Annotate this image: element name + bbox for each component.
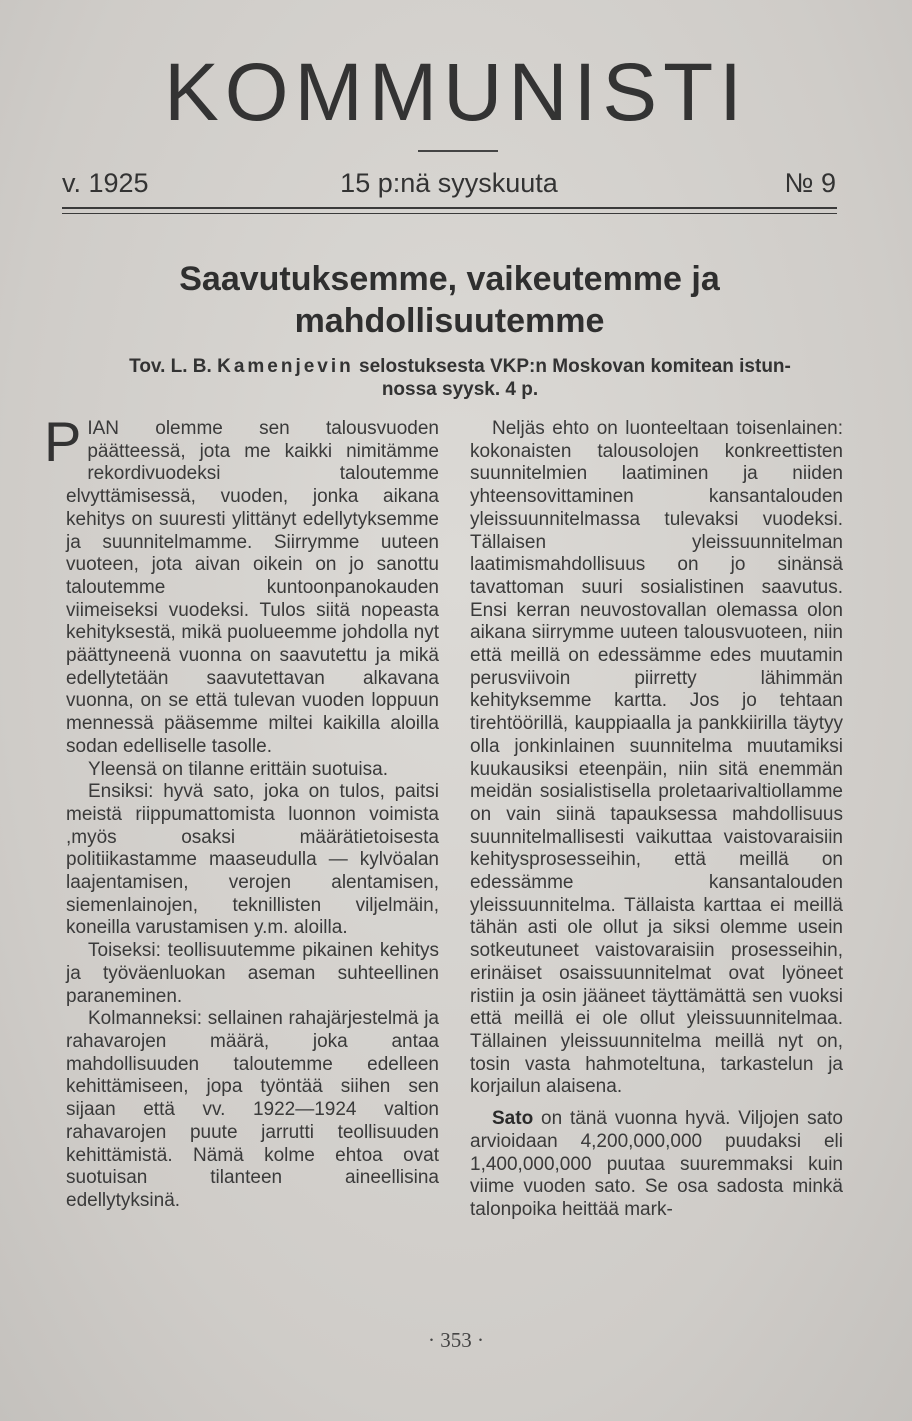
issue-date: 15 p:nä syyskuuta bbox=[340, 168, 558, 198]
paragraph: Ensiksi: hyvä sato, joka on tulos, paitsi meistä riippumattomista luonnon voimista ,myös osaksi määrätietoisesta politiikastamme maaseudulla — kylvöalan laajentamisen, verojen alentamisen, siemenlainojen, teknillisten viljelmäin, koneilla varustamisen y.m. aloilla. bbox=[66, 781, 439, 939]
page-number: · 353 · bbox=[428, 1328, 484, 1352]
byline-name: Kamenjevin bbox=[217, 356, 354, 377]
byline-prefix: Tov. L. B. bbox=[129, 356, 212, 377]
byline-rest: selostuksesta VKP:n Moskovan komitean istun- bbox=[359, 356, 791, 377]
header-rule-thin bbox=[62, 213, 837, 214]
paragraph: Toiseksi: teollisuutemme pikainen kehitys ja työväenluokan aseman suhteellinen paraneminen. bbox=[66, 940, 439, 1007]
bold-lead-word: Sato bbox=[492, 1108, 534, 1130]
headline-line-1: Saavutuksemme, vaikeutemme ja bbox=[179, 260, 720, 298]
byline-line-2: nossa syysk. 4 p. bbox=[381, 379, 539, 400]
paragraph-text: on tänä vuonna hyvä. Viljojen sato arvioidaan 4,200,000,000 puudaksi eli 1,400,000,000 puutaa suuremmaksi kuin viime vuoden sato. Se osa sadosta minkä talonpoika heittää mark- bbox=[470, 1108, 843, 1220]
paragraph: Kolmanneksi: sellainen rahajärjestelmä ja rahavarojen määrä, joka antaa mahdollisuuden taloutemme edelleen kehittämiseen, jopa työntää siihen sen sijaan että vv. 1922—1924 valtion rahavarojen puute jarrutti teollisuuden kehittämistä. Nämä kolme ehtoa ovat suotuisan tilanteen aineellisina edellytyksinä. bbox=[66, 1008, 439, 1211]
issue-number: № 9 bbox=[784, 168, 836, 198]
left-column bbox=[44, 410, 439, 1213]
paragraph: Yleensä on tilanne erittäin suotuisa. bbox=[88, 758, 388, 780]
right-column bbox=[470, 418, 843, 1222]
header-rule-thick bbox=[62, 207, 837, 209]
issue-info-row bbox=[62, 168, 836, 202]
drop-cap: P bbox=[44, 410, 82, 473]
headline-line-2: mahdollisuutemme bbox=[294, 302, 605, 340]
masthead-title: KOMMUNISTI bbox=[164, 47, 748, 138]
masthead-rule bbox=[418, 150, 498, 152]
issue-year: v. 1925 bbox=[62, 168, 149, 198]
paragraph bbox=[470, 1108, 843, 1222]
paragraph bbox=[44, 410, 439, 759]
paragraph-text: IAN olemme sen talousvuoden päätteessä, jota me kaikki nimitämme rekordivuodeksi taloutemme elvyttämisessä, vuoden, jonka aikana kehitys on suuresti ylittänyt edellytyksemme ja suunnitelmamme. Siirrymme uuteen vuoteen, jota aivan oikein on jo sanottu taloutemme kuntoonpanokauden viimeiseksi vuodeksi. Tulos siitä nopeasta kehityksestä, mikä puolueemme johdolla nyt päättyneenä vuonna on saavutettu ja mikä edellytetään saavutettavan alkavana vuonna, on se että tulevan vuoden loppuun mennessä pääsemme miltei kaikilla aloilla sodan edelliselle tasolle. bbox=[66, 418, 439, 757]
article-headline bbox=[62, 258, 837, 342]
article-byline bbox=[75, 355, 845, 401]
paragraph: Neljäs ehto on luonteeltaan toisenlainen: kokonaisten talousolojen konkreettisten suunnitelmien laatiminen ja niiden yhteensovittaminen kansantalouden yleissuunnitelmassa tulevaksi vuodeksi. Tällaisen yleissuunnitelman laatimismahdollisuus on jo sinänsä tavattoman suuri sosialistinen saavutus. Ensi kerran neuvostovallan olemassa olon aikana siirrymme uuteen talousvuoteen, niin että meillä on edessämme edes muutamin perusviivoin piirretty lähimmän kehityksemme kartta. Jos jo tehtaan tirehtöörillä, kauppiaalla ja pankkiirilla täytyy olla jonkinlainen suunnitelma muutamiksi kuukausiksi eteenpäin, niin sitä enemmän meidän sosialistisella proletaarivaltiollamme on vain siinä tapauksessa mahdollisuus suunnitelmallisesti vaikuttaa vaistovaraisiin kehitysprosesseihin, että meillä on edessämme kansantalouden yleissuunnitelma. Tällaista karttaa ei meillä tähän asti ole ollut ja siksi olemme usein sotkeutuneet vaistovaraisiin prosesseihin, erinäiset osaissuunnitelmat ovat lyöneet ristiin ja osin jääneet täyttämättä sen vuoksi että meillä ei ole ollut yleissuunnitelmaa. Tällainen yleissuunnitelma meillä nyt on, tosin vasta hahmoteltuna, tarkastelun ja korjailun alaisena. bbox=[470, 418, 843, 1098]
